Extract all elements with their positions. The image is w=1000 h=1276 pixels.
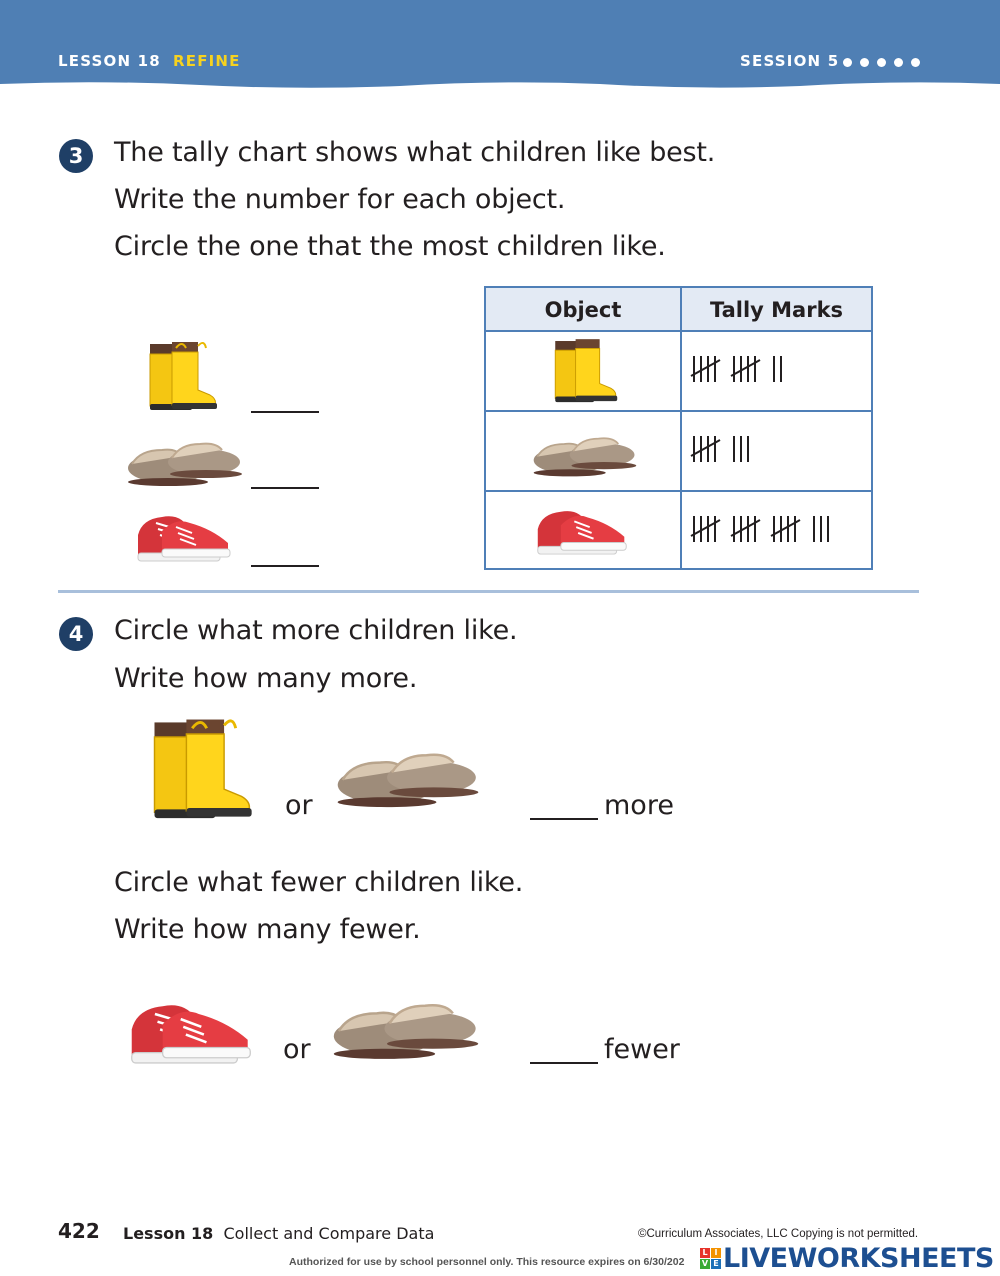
table-row-sneakers-image bbox=[532, 500, 632, 562]
header-band bbox=[0, 0, 1000, 92]
q4-instruction-4: Write how many fewer. bbox=[114, 914, 421, 945]
question-4-badge: 4 bbox=[59, 617, 93, 651]
q3-instruction-1: The tally chart shows what children like best. bbox=[114, 137, 716, 168]
q4-instruction-2: Write how many more. bbox=[114, 663, 418, 694]
table-row-divider bbox=[486, 490, 871, 492]
slippers-icon bbox=[128, 444, 242, 486]
slippers-icon bbox=[534, 438, 637, 476]
or-label: or bbox=[283, 1034, 311, 1065]
footer-lesson bbox=[123, 1224, 434, 1243]
q4-sneakers-choice[interactable] bbox=[124, 990, 258, 1074]
tally-marks-sneakers bbox=[690, 510, 870, 550]
fewer-label: fewer bbox=[604, 1034, 680, 1065]
refine-label: REFINE bbox=[173, 52, 241, 70]
q4-instruction-3: Circle what fewer children like. bbox=[114, 867, 524, 898]
sneakers-image[interactable] bbox=[132, 505, 236, 569]
liveworksheets-logo-text: LIVEWORKSHEETS bbox=[723, 1243, 994, 1274]
header-tally-marks: Tally Marks bbox=[709, 298, 844, 322]
slippers-icon bbox=[338, 755, 479, 807]
q3-answer-sneakers[interactable] bbox=[251, 565, 319, 567]
q4-instruction-1: Circle what more children like. bbox=[114, 615, 518, 646]
sneakers-icon bbox=[538, 511, 626, 554]
table-row-boots-image bbox=[546, 336, 620, 408]
rain-boots-icon bbox=[155, 720, 252, 819]
session-label: SESSION 5 bbox=[740, 52, 840, 70]
header-object: Object bbox=[544, 298, 622, 322]
tally-marks-slippers bbox=[690, 430, 870, 470]
liveworksheets-logo-icon: L I V E bbox=[700, 1248, 721, 1269]
q4-answer-more[interactable] bbox=[530, 818, 598, 820]
header-background bbox=[0, 0, 1000, 92]
session-dot bbox=[843, 58, 852, 67]
q3-instruction-2: Write the number for each object. bbox=[114, 184, 566, 215]
sneakers-icon bbox=[132, 1005, 251, 1063]
rain-boots-icon bbox=[555, 339, 617, 402]
table-row-slippers-image bbox=[526, 426, 644, 480]
session-dot bbox=[911, 58, 920, 67]
slippers-icon bbox=[334, 1005, 478, 1059]
tally-chart-table bbox=[484, 286, 873, 570]
q3-instruction-3: Circle the one that the most children like. bbox=[114, 231, 666, 262]
more-label: more bbox=[604, 790, 674, 821]
q4-slippers-choice-more[interactable] bbox=[330, 738, 486, 812]
or-label: or bbox=[285, 790, 313, 821]
authorization-notice: Authorized for use by school personnel only. This resource expires on 6/30/202 bbox=[289, 1256, 685, 1268]
lesson-label: LESSON 18 bbox=[58, 52, 161, 70]
footer-lesson-label: Lesson 18 bbox=[123, 1224, 214, 1243]
rain-boots-image[interactable] bbox=[140, 340, 220, 415]
tally-marks-boots bbox=[690, 350, 870, 390]
copyright-notice: ©Curriculum Associates, LLC Copying is not permitted. bbox=[638, 1228, 919, 1240]
q4-slippers-choice-fewer[interactable] bbox=[328, 988, 484, 1064]
session-dots bbox=[843, 58, 920, 67]
session-dot bbox=[894, 58, 903, 67]
q3-answer-boots[interactable] bbox=[251, 411, 319, 413]
q4-answer-fewer[interactable] bbox=[530, 1062, 598, 1064]
table-column-divider bbox=[680, 288, 682, 568]
page-number: 422 bbox=[58, 1219, 100, 1243]
table-row-divider bbox=[486, 410, 871, 412]
footer-lesson-title: Collect and Compare Data bbox=[223, 1224, 435, 1243]
question-3-badge: 3 bbox=[59, 139, 93, 173]
rain-boots-icon bbox=[150, 342, 217, 410]
session-dot bbox=[877, 58, 886, 67]
sneakers-icon bbox=[138, 516, 230, 561]
slippers-image[interactable] bbox=[126, 430, 244, 490]
q4-boots-choice[interactable] bbox=[140, 712, 256, 830]
session-dot bbox=[860, 58, 869, 67]
section-divider bbox=[58, 590, 919, 593]
q3-answer-slippers[interactable] bbox=[251, 487, 319, 489]
liveworksheets-logo[interactable] bbox=[700, 1243, 994, 1274]
